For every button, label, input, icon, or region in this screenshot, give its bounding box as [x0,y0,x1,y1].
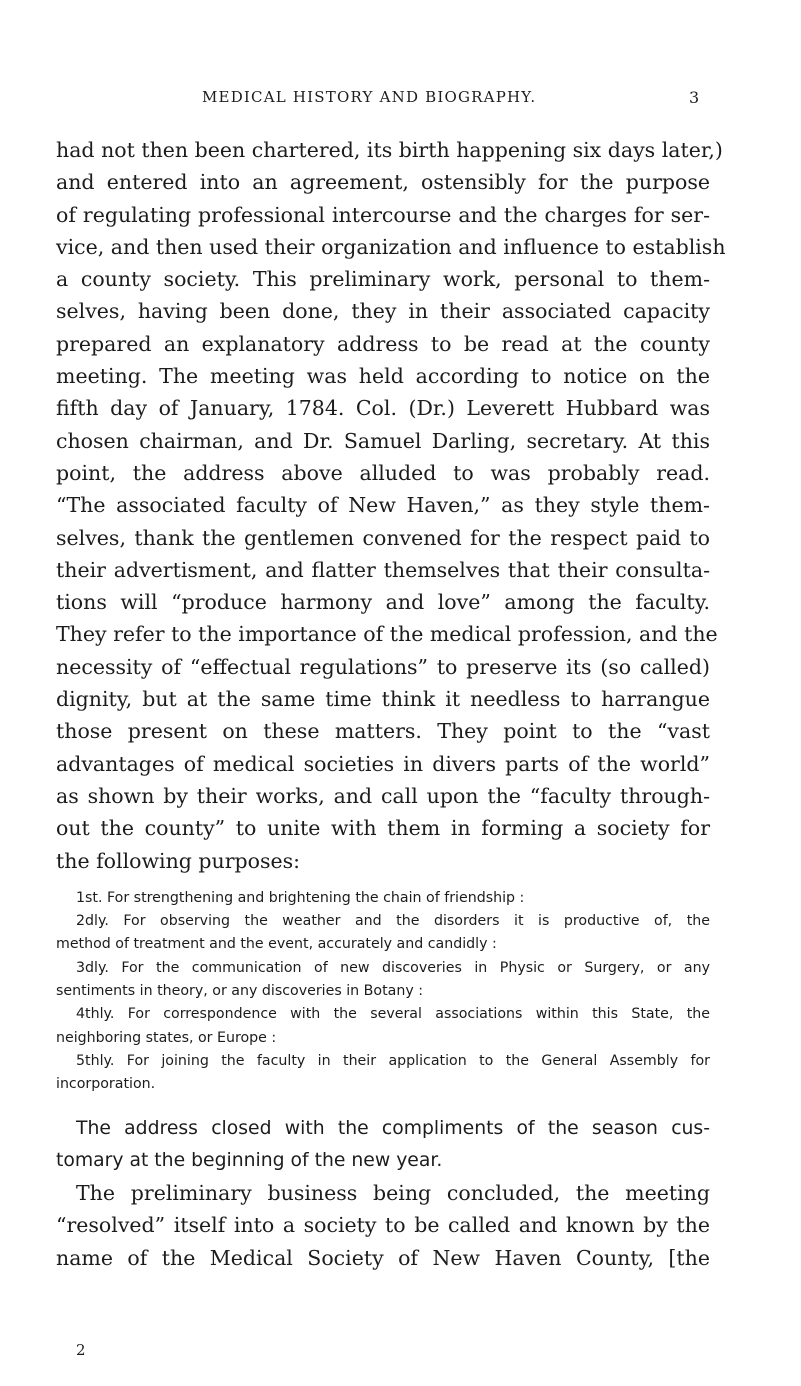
text-line: name of the Medical Society of New Haven County, [the [56,1245,710,1270]
text-line: “The associated faculty of New Haven,” as they style them- [56,493,710,518]
text-line: of regulating professional intercourse and the charges for ser- [56,202,710,227]
text-line: vice, and then used their organization and influence to establish [56,234,726,259]
text-line: selves, having been done, they in their associated capacity [56,299,710,324]
paragraph-3 [56,1177,710,1274]
list-item: 1st. For strengthening and brightening the chain of friendship : [76,889,525,906]
text-line: “resolved” itself into a society to be called and known by the [56,1213,710,1238]
text-line: point, the address above alluded to was probably read. [56,460,710,485]
text-line: the following purposes: [56,848,301,873]
text-line: The preliminary business being concluded, the meeting [76,1181,710,1206]
list-item: 4thly. For correspondence with the several associations within this State, the [76,1006,710,1023]
text-line: tomary at the beginning of the new year. [56,1149,443,1171]
body-text [56,134,726,1274]
text-line: as shown by their works, and call upon the “faculty through- [56,783,710,808]
text-line: a county society. This preliminary work, personal to them- [56,267,710,292]
list-item: 2dly. For observing the weather and the disorders it is productive of, the [76,913,710,930]
list-item-continued: sentiments in theory, or any discoveries in Botany : [56,983,424,1000]
text-line: and entered into an agreement, ostensibly for the purpose [56,170,710,195]
text-line: selves, thank the gentlemen convened for the respect paid to [56,525,710,550]
text-line: dignity, but at the same time think it needless to harrangue [56,687,710,712]
text-line: The address closed with the compliments of the season cus- [76,1117,710,1139]
list-item-continued: method of treatment and the event, accurately and candidly : [56,936,497,953]
running-title: MEDICAL HISTORY AND BIOGRAPHY. [202,88,537,106]
text-line: advantages of medical societies in divers parts of the world” [56,751,710,776]
text-line: fifth day of January, 1784. Col. (Dr.) Leverett Hubbard was [56,396,710,421]
text-line: out the county” to unite with them in forming a society for [56,816,710,841]
list-item-continued: incorporation. [56,1076,156,1093]
purposes-list [56,887,710,1097]
text-line: had not then been chartered, its birth happening six days later,) [56,138,723,162]
list-item: 5thly. For joining the faculty in their application to the General Assembly for [76,1052,710,1069]
text-line: They refer to the importance of the medical profession, and the [56,622,718,647]
text-line: meeting. The meeting was held according to notice on the [56,364,710,389]
page-number: 3 [689,88,700,107]
list-item-continued: neighboring states, or Europe : [56,1029,277,1046]
text-line: chosen chairman, and Dr. Samuel Darling, secretary. At this [56,428,710,453]
paragraph-2 [56,1113,710,1178]
page-header [0,88,801,112]
text-line: necessity of “effectual regulations” to preserve its (so called) [56,654,710,679]
paragraph-1 [56,134,726,877]
list-item: 3dly. For the communication of new discoveries in Physic or Surgery, or any [76,959,710,976]
text-line: prepared an explanatory address to be read at the county [56,331,710,356]
text-line: tions will “produce harmony and love” among the faculty. [56,590,710,615]
text-line: their advertisment, and flatter themselves that their consulta- [56,557,710,582]
text-line: those present on these matters. They point to the “vast [56,719,710,744]
signature-number: 2 [76,1341,86,1359]
